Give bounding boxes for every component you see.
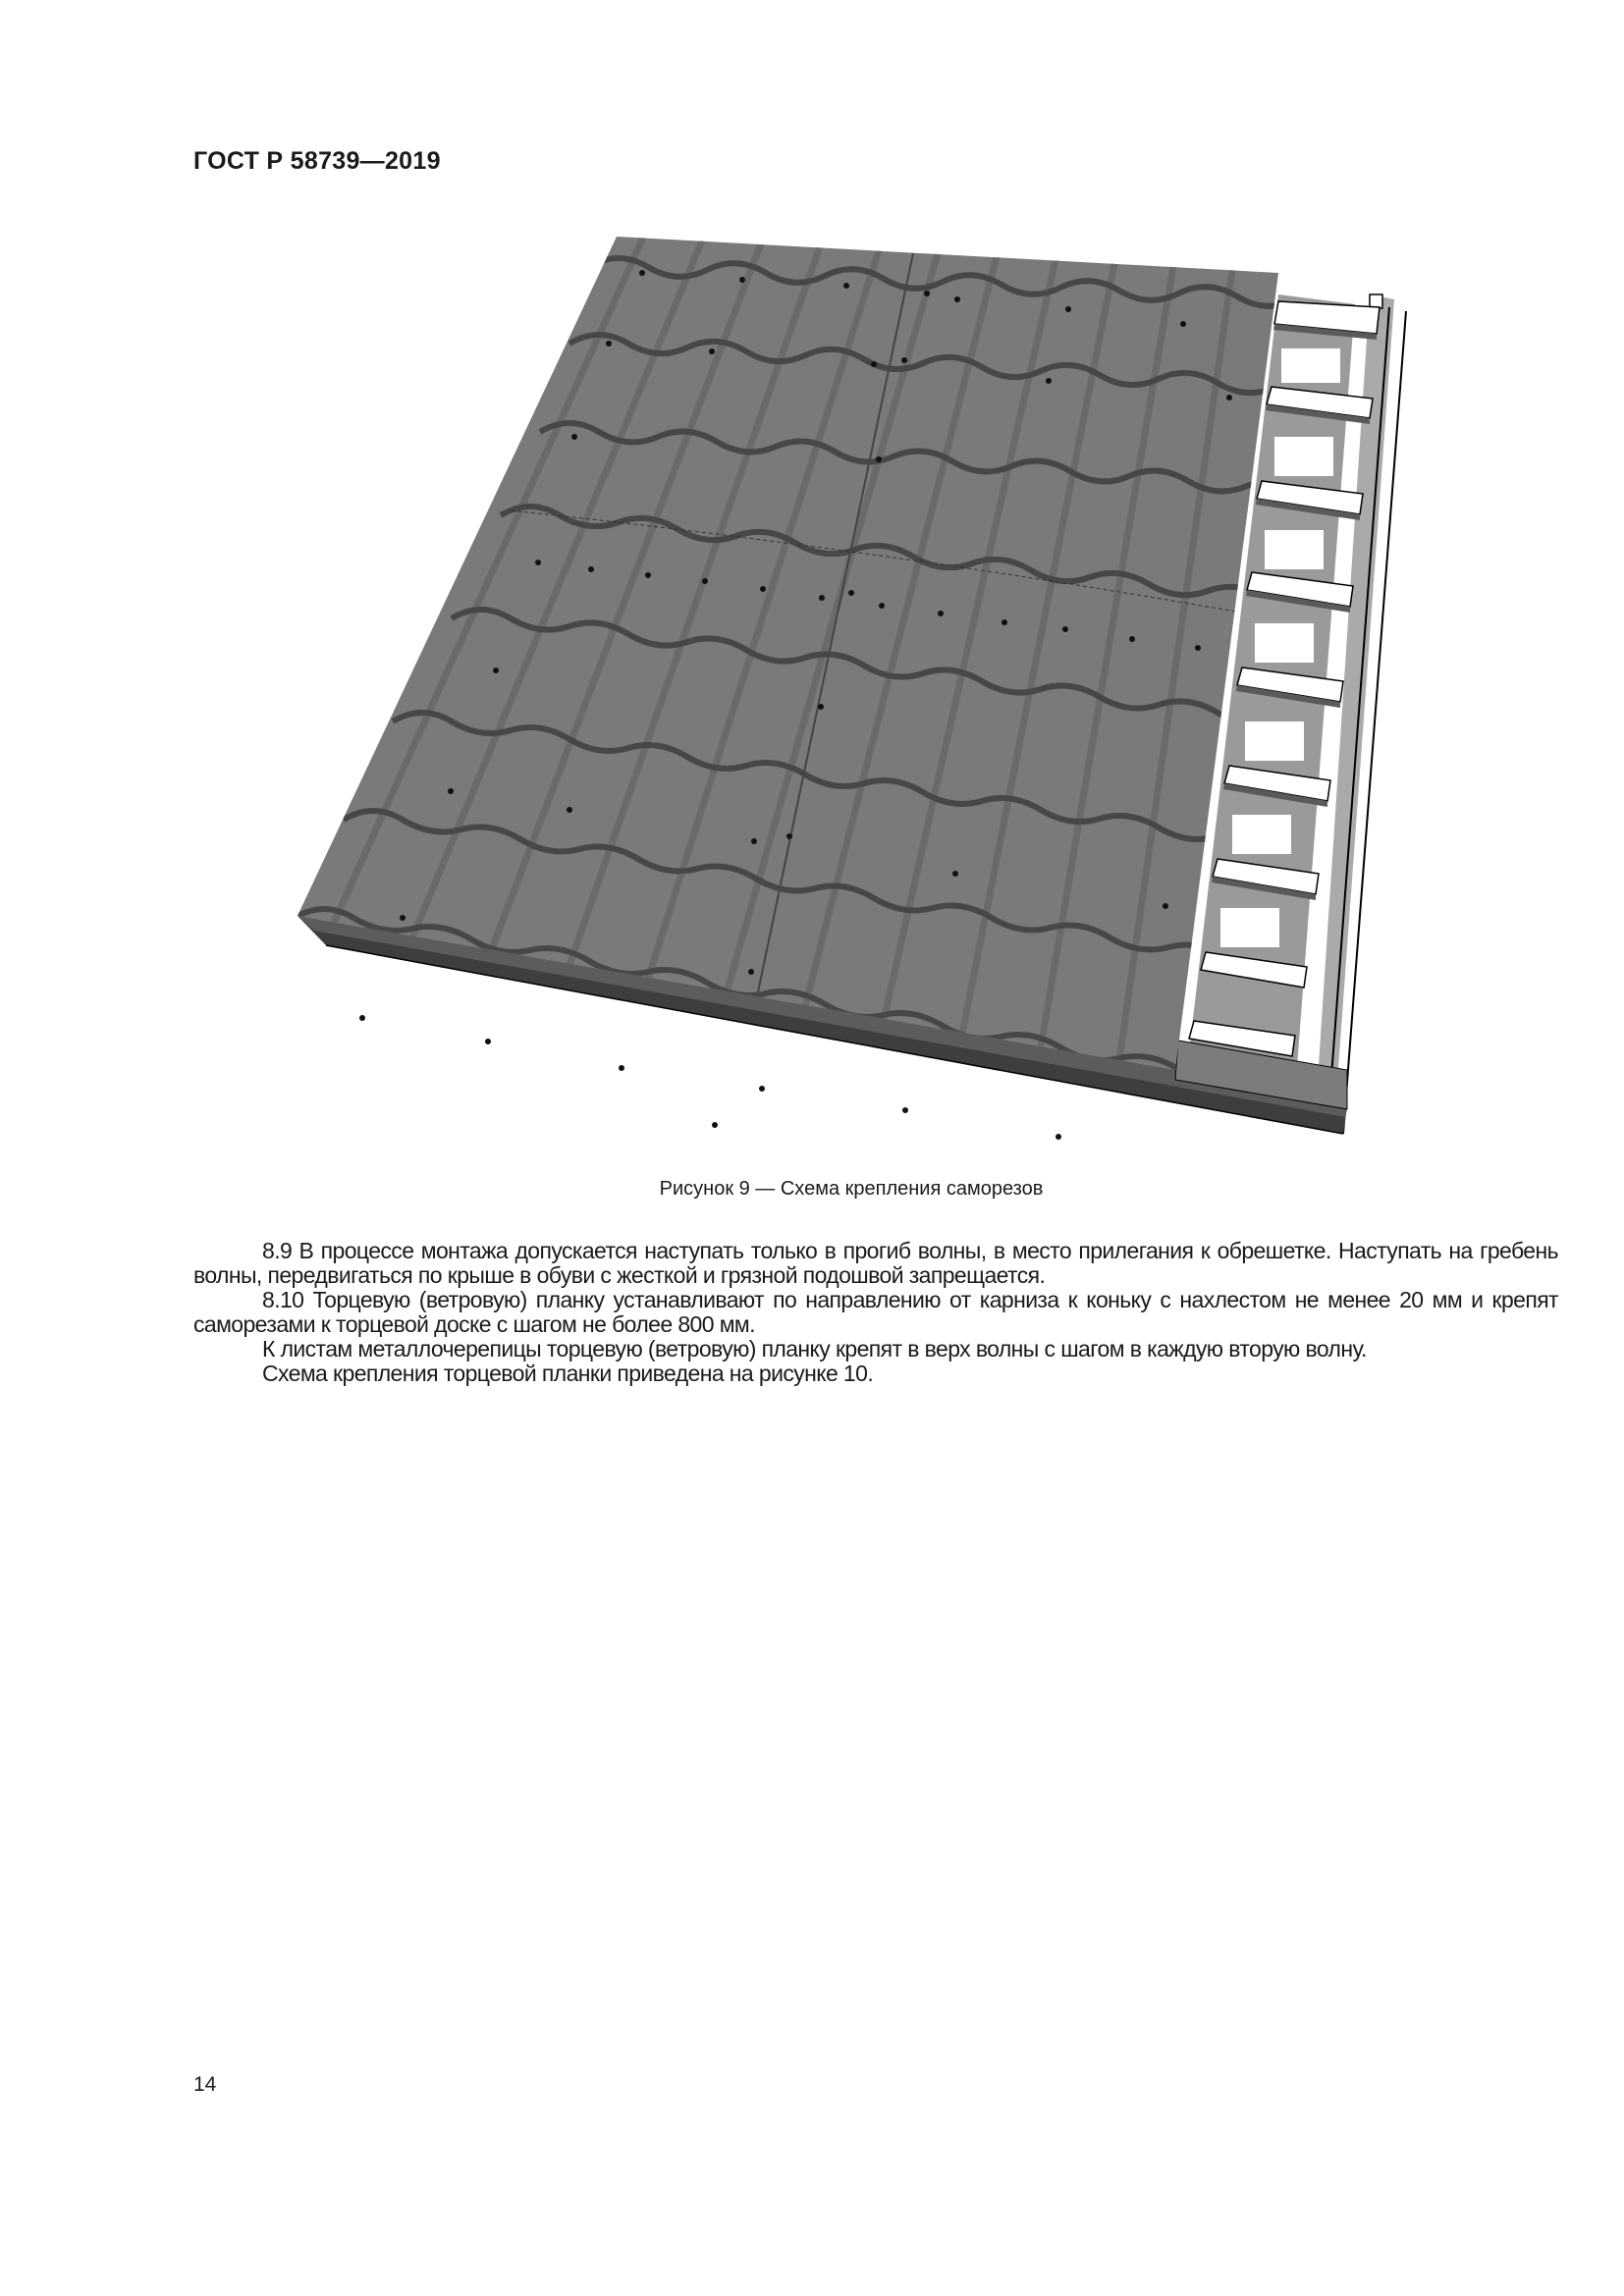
paragraph-figure-ref: Схема крепления торцевой планки приведена на рисунке 10.: [262, 1361, 874, 1386]
body-text: [193, 1239, 1558, 1386]
page-number: 14: [193, 2073, 217, 2096]
metal-tile-sheet: [295, 237, 1326, 1140]
paragraph-8-10: 8.10 Торцевую (ветровую) планку устанавливают по направлению от карниза к коньку с нахлестом не менее 20 мм и крепят саморезами к торцевой доске с шагом не более 800 мм.: [193, 1287, 1558, 1337]
document-header: ГОСТ Р 58739—2019: [193, 147, 441, 175]
figure-caption: Рисунок 9 — Схема крепления саморезов: [659, 1178, 1044, 1200]
paragraph-wind-plank: К листам металлочерепицы торцевую (ветровую) планку крепят в верх волны с шагом в каждую вторую волну.: [262, 1336, 1367, 1362]
paragraph-8-9: 8.9 В процессе монтажа допускается наступать только в прогиб волны, в место прилегания к обрешетке. Наступать на гребень волны, передвигаться по крыше в обуви с жесткой и грязной подошвой запрещается.: [193, 1238, 1558, 1288]
